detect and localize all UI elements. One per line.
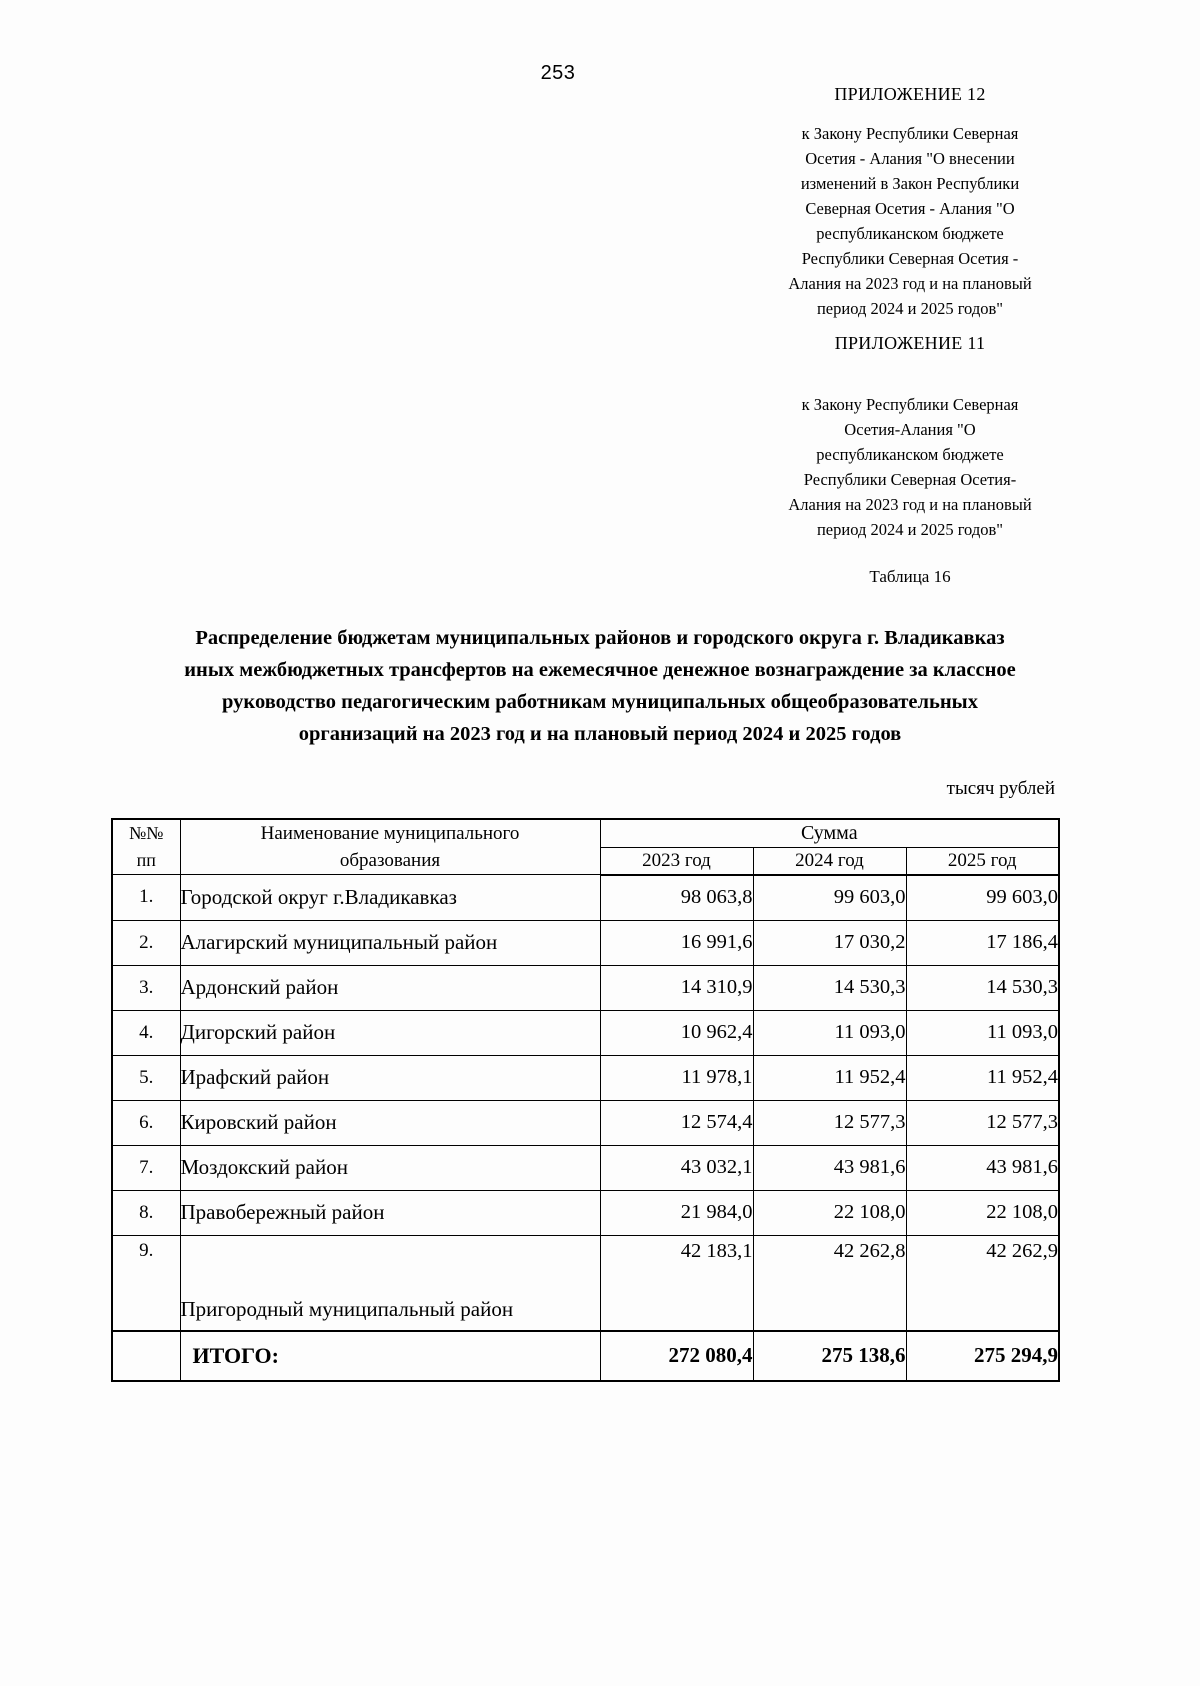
cell-number: 6.: [112, 1100, 180, 1145]
law-reference-line: Алания на 2023 год и на плановый: [788, 495, 1032, 514]
table-row: [112, 965, 1059, 1010]
title-line: Распределение бюджетам муниципальных районов и городского округа г. Владикавказ: [195, 627, 1005, 649]
column-header-number-line1: №№: [129, 823, 164, 843]
cell-amount-2023: 43 032,1: [600, 1145, 753, 1190]
title-line: организаций на 2023 год и на плановый период 2024 и 2025 годов: [298, 723, 902, 745]
cell-amount-2024: 12 577,3: [753, 1100, 906, 1145]
page-number: 253: [540, 62, 576, 84]
law-reference-block-2: [760, 392, 1060, 542]
cell-total-2024: 275 138,6: [753, 1331, 906, 1381]
document-header-block: [760, 82, 1060, 589]
column-header-number-line2: пп: [136, 850, 156, 870]
column-header-year-2025: 2025 год: [906, 847, 1059, 874]
cell-municipality: Кировский район: [180, 1100, 600, 1145]
cell-amount-2024: 43 981,6: [753, 1145, 906, 1190]
cell-number: 9.: [112, 1235, 180, 1331]
law-reference-line: период 2024 и 2025 годов": [816, 520, 1004, 539]
cell-number: 8.: [112, 1190, 180, 1235]
cell-amount-2023: 14 310,9: [600, 965, 753, 1010]
law-reference-line: к Закону Республики Северная: [801, 124, 1019, 143]
column-header-name-line1: Наименование муниципального: [260, 823, 520, 844]
cell-amount-2023: 21 984,0: [600, 1190, 753, 1235]
cell-amount-2025: 12 577,3: [906, 1100, 1059, 1145]
table-row: [112, 1100, 1059, 1145]
cell-municipality: Ардонский район: [180, 965, 600, 1010]
budget-table-container: [111, 818, 1059, 1382]
cell-number: [112, 1331, 180, 1381]
cell-number: 2.: [112, 920, 180, 965]
law-reference-line: к Закону Республики Северная: [801, 395, 1019, 414]
cell-number: 1.: [112, 875, 180, 921]
cell-amount-2025: 11 952,4: [906, 1055, 1059, 1100]
cell-municipality: Алагирский муниципальный район: [180, 920, 600, 965]
cell-total-2023: 272 080,4: [600, 1331, 753, 1381]
law-reference-line: республиканском бюджете: [816, 224, 1004, 243]
table-row: [112, 920, 1059, 965]
law-reference-line: Северная Осетия - Алания "О: [805, 199, 1015, 218]
law-reference-line: Осетия - Алания "О внесении: [805, 149, 1015, 168]
cell-amount-2025: 42 262,9: [906, 1235, 1059, 1331]
table-header: [112, 819, 1059, 875]
cell-municipality: Городской округ г.Владикавказ: [180, 875, 600, 921]
appendix-title-12: ПРИЛОЖЕНИЕ 12: [834, 84, 986, 104]
column-header-year-2023: 2023 год: [600, 847, 753, 874]
law-reference-line: период 2024 и 2025 годов": [816, 299, 1004, 318]
table-row: [112, 1145, 1059, 1190]
column-header-number: [112, 819, 180, 875]
cell-amount-2023: 11 978,1: [600, 1055, 753, 1100]
document-title: [120, 622, 1080, 750]
column-header-sum: Сумма: [600, 819, 1059, 847]
units-label: тысяч рублей: [946, 778, 1055, 799]
cell-amount-2025: 11 093,0: [906, 1010, 1059, 1055]
cell-amount-2024: 11 093,0: [753, 1010, 906, 1055]
cell-amount-2023: 10 962,4: [600, 1010, 753, 1055]
cell-amount-2024: 22 108,0: [753, 1190, 906, 1235]
table-row: [112, 1055, 1059, 1100]
cell-amount-2023: 98 063,8: [600, 875, 753, 921]
table-row: [112, 1010, 1059, 1055]
title-line: руководство педагогическим работникам муниципальных общеобразовательных: [222, 691, 978, 713]
law-reference-line: Алания на 2023 год и на плановый: [788, 274, 1032, 293]
cell-amount-2025: 22 108,0: [906, 1190, 1059, 1235]
cell-municipality: Моздокский район: [180, 1145, 600, 1190]
cell-municipality: Пригородный муниципальный район: [180, 1235, 600, 1331]
law-reference-block-1: [760, 121, 1060, 321]
cell-amount-2023: 42 183,1: [600, 1235, 753, 1331]
table-body: [112, 875, 1059, 1381]
cell-amount-2023: 12 574,4: [600, 1100, 753, 1145]
law-reference-line: республиканском бюджете: [816, 445, 1004, 464]
cell-total-label: ИТОГО:: [180, 1331, 600, 1381]
cell-amount-2025: 43 981,6: [906, 1145, 1059, 1190]
cell-number: 7.: [112, 1145, 180, 1190]
cell-amount-2024: 99 603,0: [753, 875, 906, 921]
cell-amount-2023: 16 991,6: [600, 920, 753, 965]
table-row: [112, 1235, 1059, 1331]
cell-amount-2025: 99 603,0: [906, 875, 1059, 921]
column-header-year-2024: 2024 год: [753, 847, 906, 874]
law-reference-line: изменений в Закон Республики: [800, 174, 1020, 193]
column-header-name-line2: образования: [339, 850, 441, 871]
cell-total-2025: 275 294,9: [906, 1331, 1059, 1381]
cell-number: 3.: [112, 965, 180, 1010]
cell-number: 4.: [112, 1010, 180, 1055]
cell-amount-2024: 17 030,2: [753, 920, 906, 965]
title-line: иных межбюджетных трансфертов на ежемесячное денежное вознаграждение за классное: [184, 659, 1016, 681]
table-number-caption: Таблица 16: [869, 567, 951, 586]
cell-amount-2025: 17 186,4: [906, 920, 1059, 965]
cell-amount-2025: 14 530,3: [906, 965, 1059, 1010]
appendix-title-11: ПРИЛОЖЕНИЕ 11: [834, 333, 986, 353]
table-row: [112, 875, 1059, 921]
table-total-row: [112, 1331, 1059, 1381]
law-reference-line: Осетия-Алания "О: [844, 420, 976, 439]
law-reference-line: Республики Северная Осетия-: [803, 470, 1017, 489]
column-header-name: [180, 819, 600, 875]
table-row: [112, 1190, 1059, 1235]
cell-municipality: Дигорский район: [180, 1010, 600, 1055]
cell-municipality: Правобережный район: [180, 1190, 600, 1235]
cell-amount-2024: 11 952,4: [753, 1055, 906, 1100]
cell-number: 5.: [112, 1055, 180, 1100]
budget-table: [111, 818, 1060, 1382]
cell-amount-2024: 14 530,3: [753, 965, 906, 1010]
cell-municipality: Ирафский район: [180, 1055, 600, 1100]
table-header-row-top: [112, 819, 1059, 847]
law-reference-line: Республики Северная Осетия -: [801, 249, 1019, 268]
cell-amount-2024: 42 262,8: [753, 1235, 906, 1331]
